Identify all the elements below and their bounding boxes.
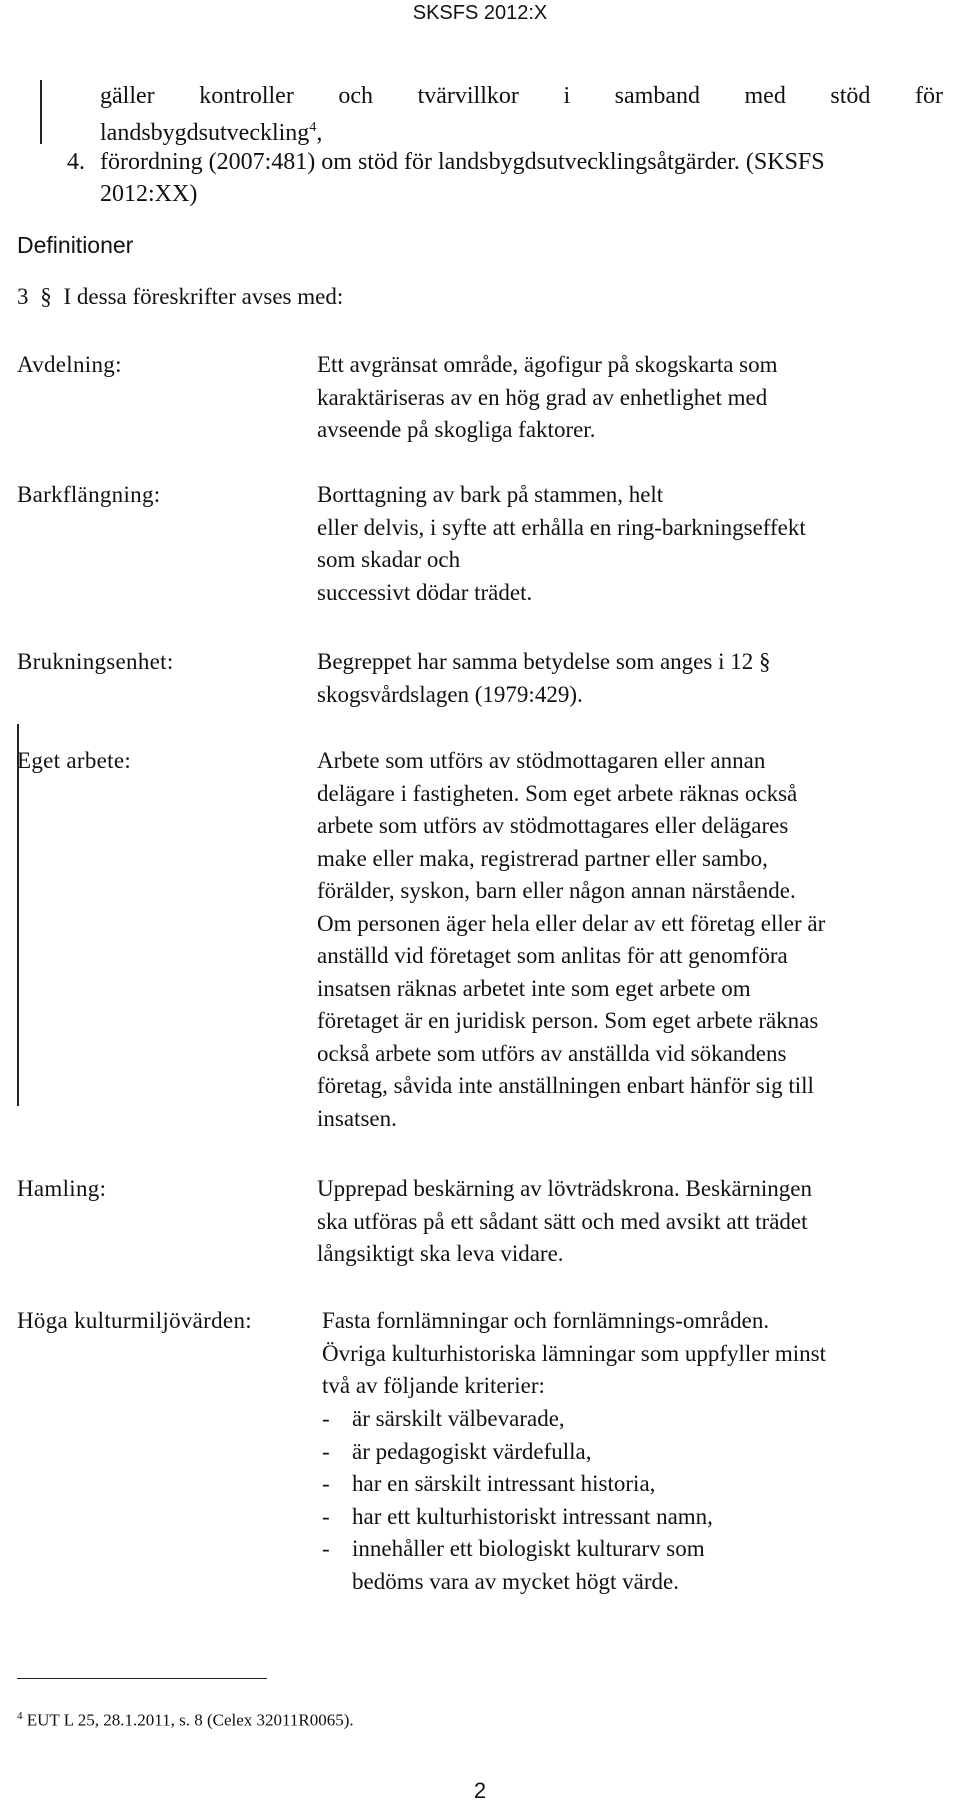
paragraph-number: 3 bbox=[17, 284, 29, 309]
criteria-text: bedöms vara av mycket högt värde. bbox=[352, 1568, 679, 1594]
criteria-text: innehåller ett biologiskt kulturarv som bbox=[352, 1536, 705, 1561]
definition-eget-arbete bbox=[317, 745, 825, 1135]
item-4-line-2: 2012:XX) bbox=[100, 181, 198, 207]
definition-line: Om personen äger hela eller delar av ett företag eller är bbox=[317, 910, 826, 936]
definition-line: skogsvårdslagen (1979:429). bbox=[317, 681, 583, 707]
definition-line: företag, såvida inte anställningen enbart hänför sig till bbox=[317, 1073, 814, 1098]
criteria-item bbox=[322, 1403, 713, 1436]
footnote-number: 4 bbox=[17, 1710, 23, 1722]
term-hoga-kulturmiljovarden: Höga kulturmiljövärden: bbox=[17, 1308, 252, 1333]
definition-line: delägare i fastigheten. Som eget arbete räknas också bbox=[317, 780, 798, 806]
definition-line: karaktäriseras av en hög grad av enhetlighet med bbox=[317, 384, 768, 410]
paragraph-text: I dessa föreskrifter avses med: bbox=[63, 284, 344, 309]
definition-line: make eller maka, registrerad partner eller sambo, bbox=[317, 845, 768, 871]
term-brukningsenhet: Brukningsenhet: bbox=[17, 649, 174, 674]
bullet-marker: - bbox=[322, 1406, 330, 1431]
criteria-list bbox=[322, 1403, 713, 1598]
bullet-marker: - bbox=[322, 1503, 330, 1529]
definition-line: Arbete som utförs av stödmottagaren eller annan bbox=[317, 748, 766, 773]
definition-line: arbete som utförs av stödmottagares eller delägares bbox=[317, 813, 789, 838]
definition-hoga-kulturmiljovarden bbox=[322, 1305, 826, 1403]
criteria-text: är pedagogiskt värdefulla, bbox=[352, 1438, 592, 1464]
term-hamling: Hamling: bbox=[17, 1176, 107, 1201]
page-number: 2 bbox=[473, 1778, 487, 1803]
definition-barkflangning bbox=[317, 479, 806, 609]
term-barkflangning: Barkflängning: bbox=[17, 482, 161, 507]
definition-line: Övriga kulturhistoriska lämningar som uppfyller minst bbox=[322, 1340, 827, 1366]
item-4-line-1: förordning (2007:481) om stöd för landsbygdsutvecklingsåtgärder. (SKSFS bbox=[100, 149, 825, 175]
intro-word: i bbox=[563, 83, 571, 109]
intro-word: kontroller bbox=[199, 83, 294, 109]
intro-word: samband bbox=[614, 83, 700, 109]
intro-line-2 bbox=[100, 112, 322, 149]
page-header: SKSFS 2012:X bbox=[412, 2, 548, 24]
definition-line: successivt dödar trädet. bbox=[317, 579, 533, 605]
item-4-number: 4. bbox=[67, 149, 85, 175]
criteria-item bbox=[322, 1436, 713, 1469]
definition-line: långsiktigt ska leva vidare. bbox=[317, 1241, 564, 1266]
bullet-marker: - bbox=[322, 1471, 330, 1496]
definition-line: som skadar och bbox=[317, 547, 461, 572]
intro-word: gäller bbox=[100, 83, 155, 109]
definition-line: avseende på skogliga faktorer. bbox=[317, 417, 596, 442]
definition-line-text: Begreppet har samma betydelse som anges i 12 bbox=[317, 649, 754, 674]
paragraph-symbol: § bbox=[40, 284, 52, 309]
definition-brukningsenhet bbox=[317, 646, 771, 711]
criteria-item bbox=[322, 1533, 713, 1566]
bullet-marker: - bbox=[322, 1536, 330, 1561]
definition-line: förälder, syskon, barn eller någon annan närstående. bbox=[317, 878, 796, 903]
intro-word: för bbox=[914, 83, 943, 109]
paragraph-3 bbox=[17, 281, 343, 313]
definition-line: Fasta fornlämningar och fornlämnings-områden. bbox=[322, 1308, 770, 1333]
criteria-item bbox=[322, 1501, 713, 1534]
term-eget-arbete: Eget arbete: bbox=[17, 748, 132, 773]
change-bar-top bbox=[40, 80, 42, 144]
definition-line bbox=[317, 646, 771, 679]
definition-line: insatsen räknas arbetet inte som eget arbete om bbox=[317, 975, 751, 1001]
intro-line-1 bbox=[100, 80, 943, 112]
definition-line: också arbete som utförs av anställda vid sökandens bbox=[317, 1040, 787, 1066]
criteria-item bbox=[322, 1468, 713, 1501]
term-avdelning: Avdelning: bbox=[17, 352, 122, 377]
definition-line: ska utföras på ett sådant sätt och med avsikt att trädet bbox=[317, 1208, 808, 1234]
definition-line: anställd vid företaget som anlitas för att genomföra bbox=[317, 943, 788, 968]
criteria-text: har en särskilt intressant historia, bbox=[352, 1471, 656, 1496]
criteria-text: har ett kulturhistoriskt intressant namn, bbox=[352, 1503, 713, 1529]
paragraph-symbol: § bbox=[759, 649, 771, 674]
definition-avdelning bbox=[317, 349, 778, 447]
bullet-marker: - bbox=[322, 1438, 330, 1464]
intro-line-2-text: landsbygdsutveckling bbox=[100, 120, 310, 146]
intro-word: tvärvillkor bbox=[417, 83, 519, 109]
footnote-ref: 4 bbox=[309, 120, 317, 135]
definition-line: två av följande kriterier: bbox=[322, 1373, 545, 1398]
definition-line: företaget är en juridisk person. Som eget arbete räknas bbox=[317, 1008, 819, 1033]
definition-line: Borttagning av bark på stammen, helt bbox=[317, 482, 664, 507]
change-bar-eget-arbete bbox=[17, 724, 19, 1106]
footnote-separator bbox=[17, 1678, 267, 1679]
intro-word: med bbox=[744, 83, 786, 109]
footnote-text: EUT L 25, 28.1.2011, s. 8 (Celex 32011R0065). bbox=[26, 1710, 354, 1730]
criteria-continuation bbox=[322, 1566, 713, 1599]
criteria-text: är särskilt välbevarade, bbox=[352, 1406, 565, 1431]
intro-line-2-tail: , bbox=[316, 120, 323, 146]
definition-line: insatsen. bbox=[317, 1105, 397, 1131]
definition-line: Upprepad beskärning av lövträdskrona. Beskärningen bbox=[317, 1176, 812, 1201]
definition-hamling bbox=[317, 1173, 812, 1271]
section-heading: Definitioner bbox=[17, 232, 134, 258]
intro-word: och bbox=[338, 83, 374, 109]
definition-line: Ett avgränsat område, ägofigur på skogskarta som bbox=[317, 352, 778, 377]
footnote bbox=[17, 1700, 354, 1737]
definition-line: eller delvis, i syfte att erhålla en ring-barkningseffekt bbox=[317, 514, 806, 540]
intro-word: stöd bbox=[830, 83, 871, 109]
